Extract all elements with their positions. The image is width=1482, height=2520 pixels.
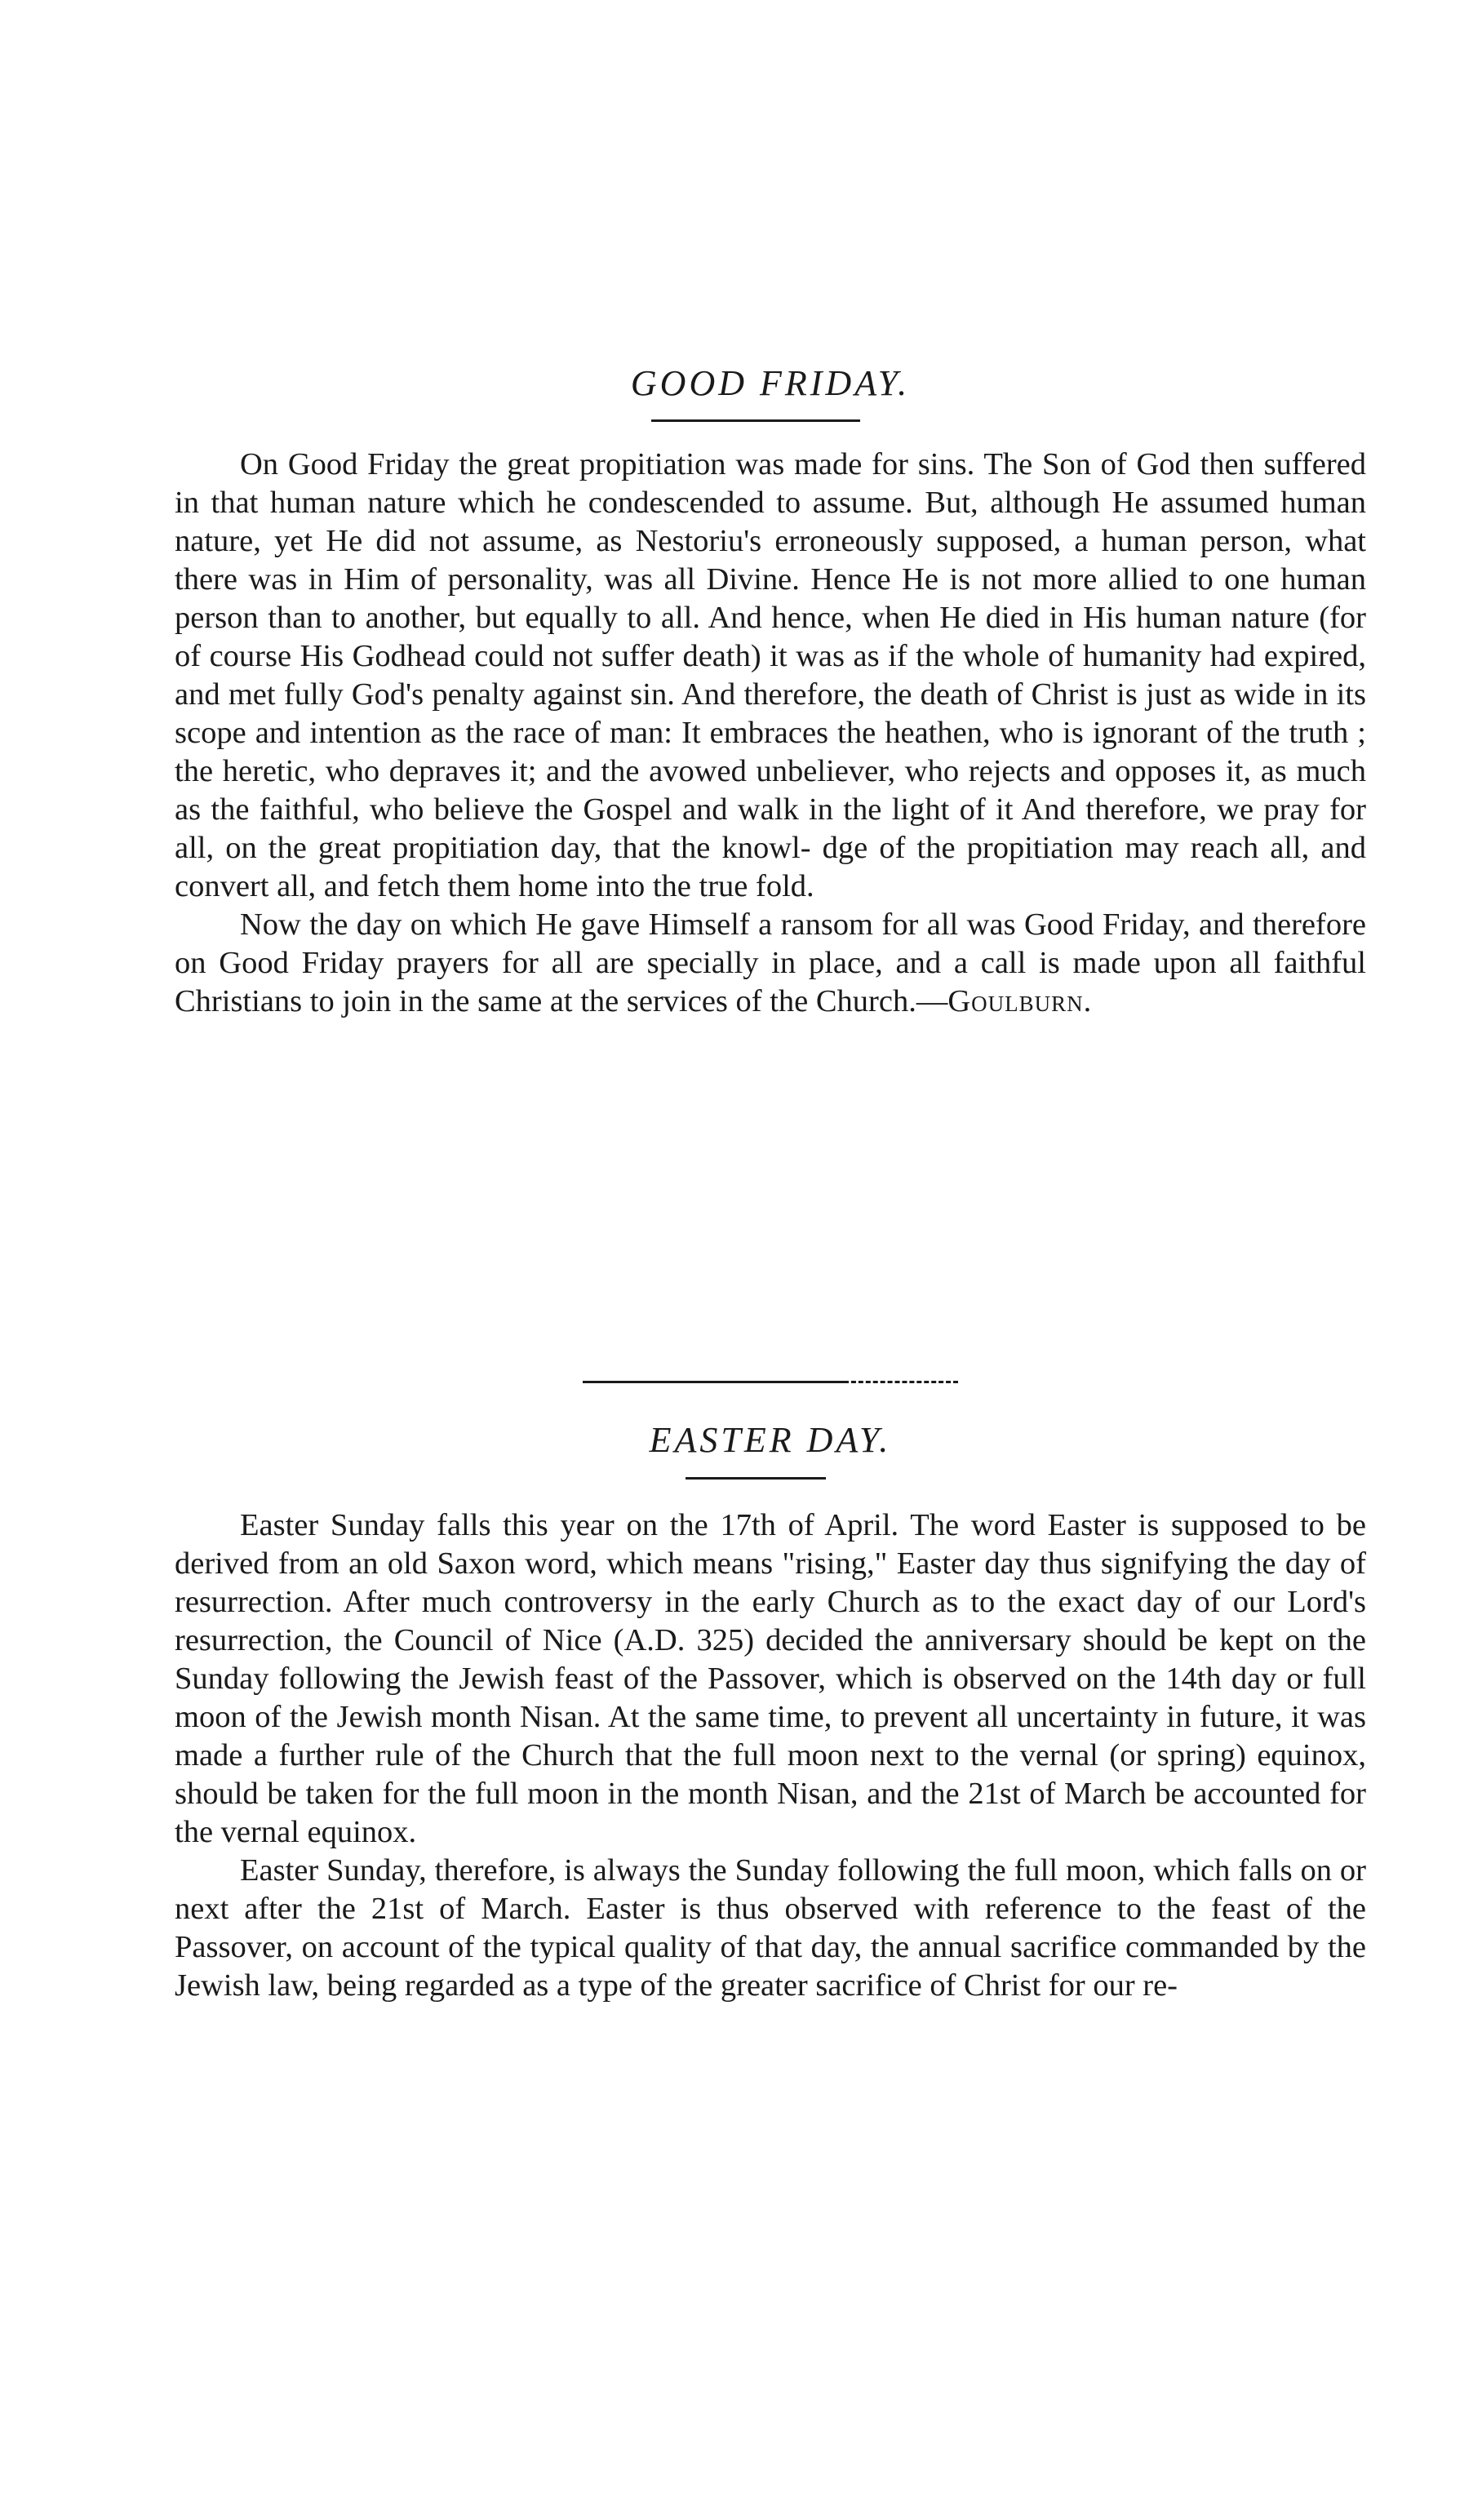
easter-day-paragraph-1: Easter Sunday falls this year on the 17th of April. The word Easter is supposed to be derived from an old Saxon word, which means "rising," Easter day thus signifying the day of resurrection. After much controversy in the early Church as to the exact day of our Lord's resurrection, the Council of Nice (A.D. 325) decided the anniversary should be kept on the Sunday following the Jewish feast of the Passover, which is observed on the 14th day or full moon of the Jewish month Nisan. At the same time, to prevent all uncertainty in future, it was made a further rule of the Church that the full moon next to the vernal (or spring) equinox, should be taken for the full moon in the month Nisan, and the 21st of March be accounted for the vernal equinox. xyxy=(175,1508,1366,1849)
easter-day-title-rule xyxy=(686,1477,826,1480)
good-friday-paragraph-2-text: Now the day on which He gave Himself a ransom for all was Good Friday, and therefore on Good Friday prayers for all are specially in place, and a call is made upon all faithful Christians to join in the same at the services of the Church.— xyxy=(175,907,1366,1018)
easter-day-title: EASTER DAY. xyxy=(649,1420,892,1460)
section-divider-tail xyxy=(844,1381,958,1383)
good-friday-paragraph-2 xyxy=(175,906,1366,1021)
good-friday-paragraph-1: On Good Friday the great propitiation was made for sins. The Son of God then suffered in that human nature which he condescended to assume. But, although He assumed human nature, yet He did not assume, as Nestoriu's erroneously supposed, a human person, what there was in Him of personality, was all Divine. Hence He is not more allied to one human person than to another, but equally to all. And hence, when He died in His human nature (for of course His Godhead could not suffer death) it was as if the whole of humanity had expired, and met fully God's penalty against sin. And therefore, the death of Christ is just as wide in its scope and intention as the race of man: It embraces the heathen, who is ignorant of the truth ; the heretic, who depraves it; and the avowed unbeliever, who rejects and opposes it, as much as the faithful, who believe the Gospel and walk in the light of it And therefore, we pray for all, on the great propitiation day, that the knowl- dge of the propitiation may reach all, and convert all, and fetch them home into the true fold. xyxy=(175,447,1366,903)
good-friday-title-rule xyxy=(651,419,860,422)
easter-day-paragraph-2: Easter Sunday, therefore, is always the Sunday following the full moon, which falls on or next after the 21st of March. Easter is thus observed with reference to the feast of the Passover, on account of the typical quality of that day, the annual sacrifice commanded by the Jewish law, being regarded as a type of the greater sacrifice of Christ for our re- xyxy=(175,1853,1366,2003)
section-divider xyxy=(583,1381,844,1383)
easter-day-body xyxy=(175,1506,1366,2005)
author-name: Goulburn. xyxy=(947,984,1093,1018)
good-friday-body xyxy=(175,446,1366,1021)
good-friday-title: GOOD FRIDAY. xyxy=(630,363,911,403)
